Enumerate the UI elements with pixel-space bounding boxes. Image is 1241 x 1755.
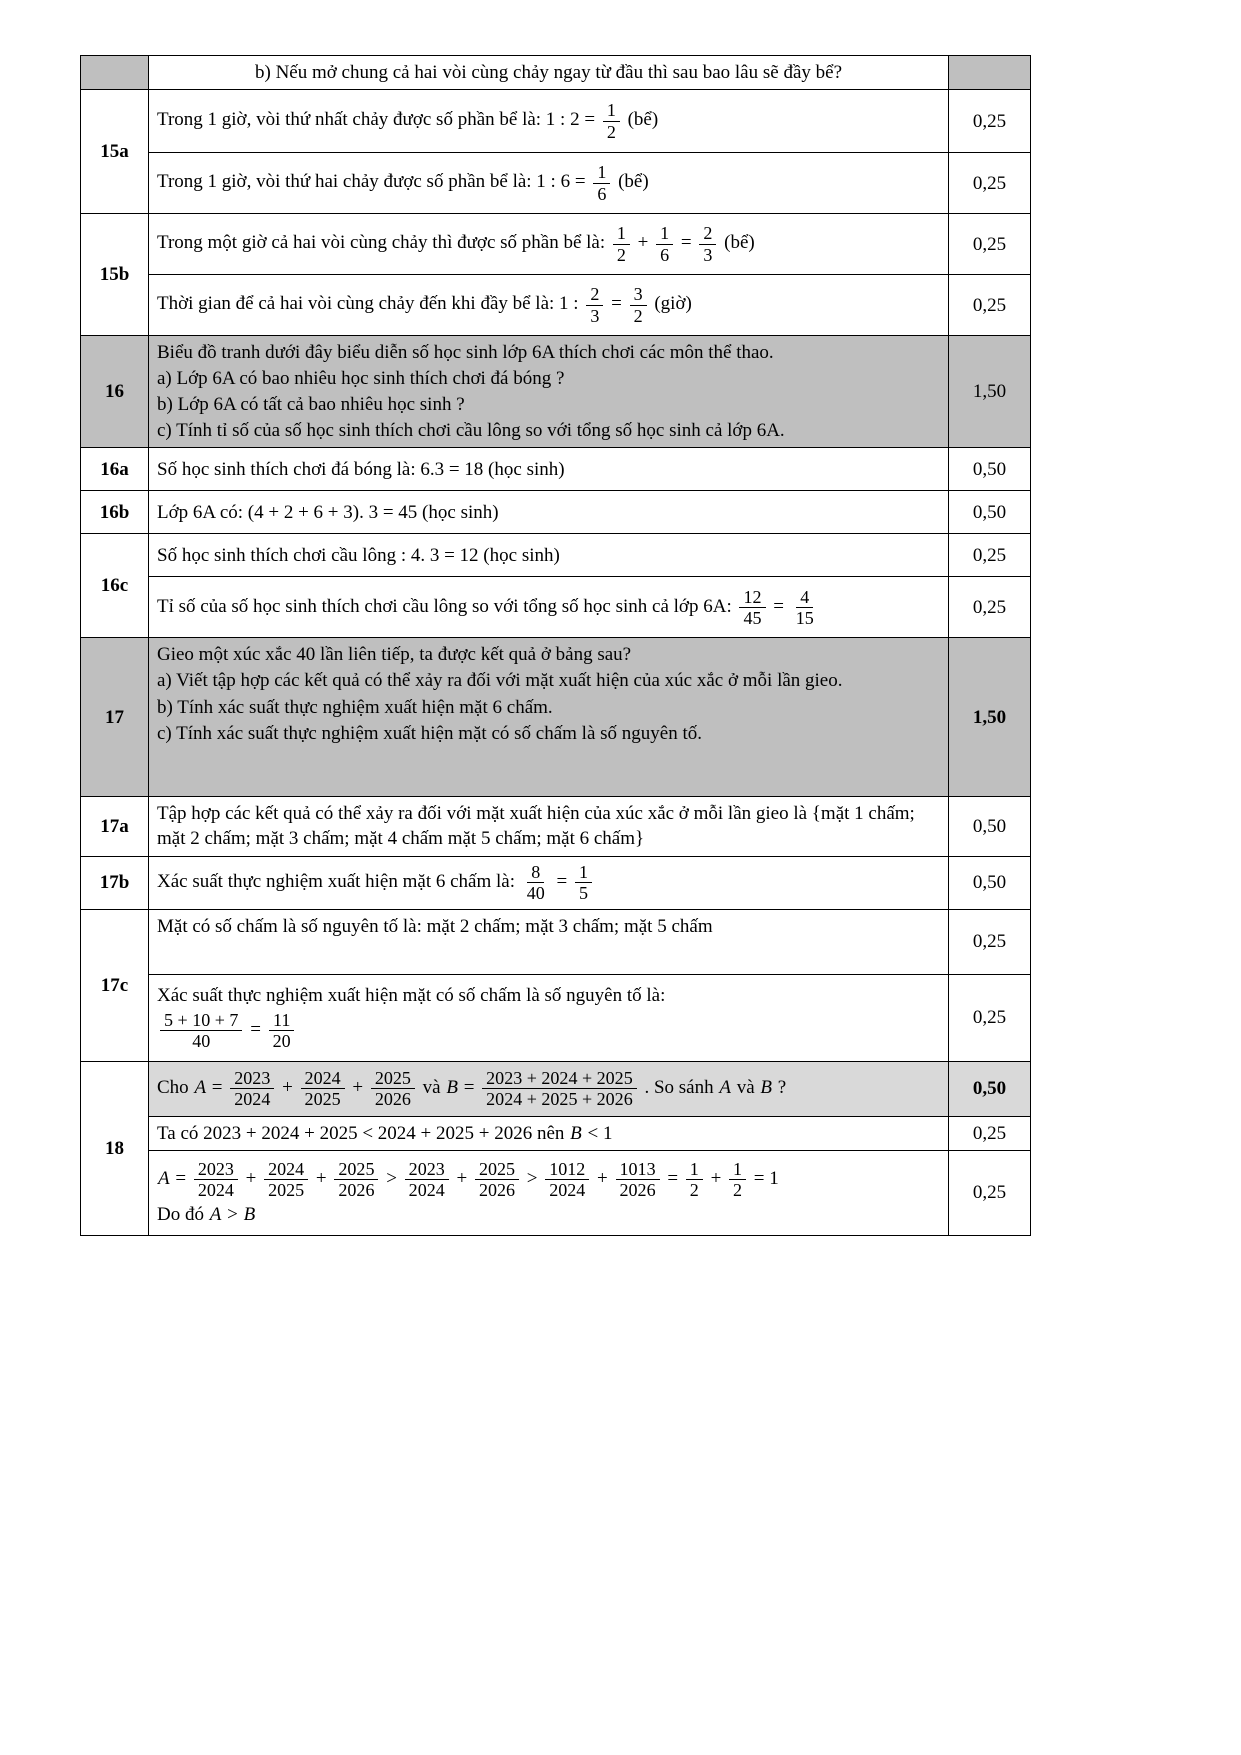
answer-cell <box>149 577 949 638</box>
fraction: $\frac{1}{6}$ <box>656 223 673 264</box>
table-row <box>81 909 1031 974</box>
fraction: $\frac{2023}{2024}$ <box>405 1159 449 1200</box>
table-row <box>81 534 1031 577</box>
table-row <box>81 214 1031 275</box>
answer-line: Tập hợp các kết quả có thể xảy ra đối với mặt xuất hiện của xúc xắc ở mỗi lần gieo là {mặt 1 chấm; mặt 2 chấm; mặt 3 chấm; mặt 4 chấm mặt 5 chấm; mặt 6 chấm} <box>157 803 915 850</box>
points-cell: 0,25 <box>949 1150 1031 1235</box>
answer-line: Mặt có số chấm là số nguyên tố là: mặt 2 chấm; mặt 3 chấm; mặt 5 chấm <box>157 915 713 937</box>
answer-line: c) Tính xác suất thực nghiệm xuất hiện mặt có số chấm là số nguyên tố. <box>157 722 702 744</box>
points-cell: 0,50 <box>949 1061 1031 1116</box>
answer-line: a) Lớp 6A có bao nhiêu học sinh thích chơi đá bóng ? <box>157 368 565 390</box>
answer-cell <box>149 1116 949 1150</box>
points-cell: 0,25 <box>949 1116 1031 1150</box>
table-row <box>81 974 1031 1061</box>
fraction: $\frac{3}{2}$ <box>630 284 647 325</box>
answer-line: b) Nếu mở chung cả hai vòi cùng chảy ngay từ đầu thì sau bao lâu sẽ đầy bể? <box>255 62 842 83</box>
fraction: $\frac{2024}{2025}$ <box>264 1159 308 1200</box>
fraction: $\frac{1}{2}$ <box>729 1159 746 1200</box>
answer-cell <box>149 1061 949 1116</box>
fraction: $\frac{1}{6}$ <box>593 162 610 203</box>
fraction: $\frac{2025}{2026}$ <box>475 1159 519 1200</box>
answer-line: Ta có 2023 + 2024 + 2025 < 2024 + 2025 + 2026 nên B < 1 <box>157 1122 613 1144</box>
points-cell: 0,25 <box>949 974 1031 1061</box>
fraction: $\frac{1}{2}$ <box>613 223 630 264</box>
answer-key-table <box>80 55 1031 1236</box>
question-id-cell <box>81 56 149 90</box>
table-row <box>81 336 1031 448</box>
table-row <box>81 1061 1031 1116</box>
points-cell: 1,50 <box>949 638 1031 797</box>
answer-line: Tỉ số của số học sinh thích chơi cầu lông so với tổng số học sinh cả lớp 6A: $\frac{12}{45}$ = $\frac{4}{15}$ <box>157 586 940 629</box>
answer-line: Thời gian để cả hai vòi cùng chảy đến khi đầy bể là: 1 : $\frac{2}{3}$ = $\frac{3}{2}$ (giờ) <box>157 284 692 326</box>
points-cell: 0,25 <box>949 909 1031 974</box>
fraction: $\frac{1}{5}$ <box>575 862 592 903</box>
answer-line: $\frac{5 + 10 + 7}{40}$ = $\frac{11}{20}$ <box>157 1009 940 1052</box>
answer-line: Số học sinh thích chơi đá bóng là: 6.3 = 18 (học sinh) <box>157 458 565 480</box>
table-row <box>81 577 1031 638</box>
points-cell: 0,25 <box>949 90 1031 153</box>
fraction: $\frac{2025}{2026}$ <box>334 1159 378 1200</box>
question-id-cell: 18 <box>81 1061 149 1235</box>
answer-line: c) Tính tỉ số của số học sinh thích chơi cầu lông so với tổng số học sinh cả lớp 6A. <box>157 420 785 442</box>
table-row <box>81 153 1031 214</box>
answer-cell <box>149 797 949 856</box>
answer-cell <box>149 153 949 214</box>
math-variable: B <box>446 1076 458 1098</box>
fraction: $\frac{2023 + 2024 + 2025}{2024 + 2025 + 2026}$ <box>482 1068 637 1109</box>
question-id-cell: 16 <box>81 336 149 448</box>
answer-line: Trong 1 giờ, vòi thứ nhất chảy được số phần bể là: 1 : 2 = $\frac{1}{2}$ (bể) <box>157 100 659 142</box>
fraction: $\frac{2025}{2026}$ <box>371 1068 415 1109</box>
fraction: $\frac{2}{3}$ <box>586 284 603 325</box>
points-cell: 1,50 <box>949 336 1031 448</box>
math-variable: A <box>194 1076 207 1098</box>
question-id-cell: 17a <box>81 797 149 856</box>
math-variable: B <box>760 1076 773 1098</box>
answer-line: Xác suất thực nghiệm xuất hiện mặt có số chấm là số nguyên tố là: <box>157 984 666 1006</box>
answer-line: Trong một giờ cả hai vòi cùng chảy thì được số phần bể là: $\frac{1}{2}$ + $\frac{1}{6}$ = $\frac{2}{3}$ (bể) <box>157 223 755 265</box>
table-row <box>81 856 1031 909</box>
answer-cell <box>149 974 949 1061</box>
fraction: $\frac{11}{20}$ <box>269 1010 295 1051</box>
answer-line: b) Tính xác suất thực nghiệm xuất hiện mặt 6 chấm. <box>157 696 553 718</box>
fraction: $\frac{4}{15}$ <box>795 586 814 628</box>
answer-line: Cho A = $\frac{2023}{2024}$ + $\frac{2024}{2025}$ + $\frac{2025}{2026}$ và B = $\frac{2023 + 2024 + 2025}{2024 + 2025 + 2026}$ . So sánh A và B ? <box>157 1067 787 1110</box>
table-row <box>81 1150 1031 1235</box>
table-row <box>81 275 1031 336</box>
fraction: $\frac{2023}{2024}$ <box>230 1068 274 1109</box>
fraction: $\frac{8}{40}$ <box>526 861 545 904</box>
points-cell: 0,50 <box>949 448 1031 491</box>
points-cell: 0,25 <box>949 153 1031 214</box>
points-cell: 0,25 <box>949 577 1031 638</box>
question-id-cell: 15b <box>81 214 149 336</box>
points-cell: 0,25 <box>949 275 1031 336</box>
answer-line: Xác suất thực nghiệm xuất hiện mặt 6 chấm là: $\frac{8}{40}$ = $\frac{1}{5}$ <box>157 861 940 904</box>
answer-line: b) Lớp 6A có tất cả bao nhiêu học sinh ? <box>157 394 465 416</box>
answer-cell <box>149 275 949 336</box>
points-cell: 0,50 <box>949 797 1031 856</box>
answer-line: Gieo một xúc xắc 40 lần liên tiếp, ta được kết quả ở bảng sau? <box>157 644 632 666</box>
answer-cell <box>149 491 949 534</box>
answer-line: Biểu đồ tranh dưới đây biểu diễn số học sinh lớp 6A thích chơi các môn thể thao. <box>157 342 774 364</box>
table-row <box>81 448 1031 491</box>
question-id-cell: 15a <box>81 90 149 214</box>
answer-cell <box>149 448 949 491</box>
table-row <box>81 797 1031 856</box>
points-cell <box>949 56 1031 90</box>
answer-cell <box>149 336 949 448</box>
answer-cell <box>149 214 949 275</box>
fraction: $\frac{12}{45}$ <box>739 587 765 628</box>
table-row <box>81 1116 1031 1150</box>
answer-cell <box>149 56 949 90</box>
answer-line: Số học sinh thích chơi cầu lông : 4. 3 = 12 (học sinh) <box>157 544 560 566</box>
answer-line: A = $\frac{2023}{2024}$ + $\frac{2024}{2025}$ + $\frac{2025}{2026}$ > $\frac{2023}{2024}$ + $\frac{2025}{2026}$ > $\frac{1012}{2024}$ + $\frac{1013}{2026}$ = $\frac{1}{2}$ + $\frac{1}{2}$ = 1 <box>158 1158 779 1201</box>
answer-cell <box>149 909 949 974</box>
points-cell: 0,50 <box>949 491 1031 534</box>
answer-line: Do đó A > B <box>157 1204 256 1226</box>
question-id-cell: 17b <box>81 856 149 909</box>
fraction: $\frac{2}{3}$ <box>699 223 716 264</box>
answer-cell <box>149 90 949 153</box>
answer-cell <box>149 638 949 797</box>
question-id-cell: 17c <box>81 909 149 1061</box>
table-row <box>81 638 1031 797</box>
table-row <box>81 56 1031 90</box>
answer-line: a) Viết tập hợp các kết quả có thể xảy ra đối với mặt xuất hiện của xúc xắc ở mỗi lần gieo. <box>157 670 843 692</box>
question-id-cell: 16a <box>81 448 149 491</box>
table-row <box>81 90 1031 153</box>
fraction: $\frac{2023}{2024}$ <box>194 1159 238 1200</box>
fraction: $\frac{5 + 10 + 7}{40}$ <box>160 1010 242 1051</box>
answer-line: Lớp 6A có: (4 + 2 + 6 + 3). 3 = 45 (học sinh) <box>157 501 499 523</box>
answer-cell <box>149 534 949 577</box>
fraction: $\frac{1}{2}$ <box>686 1159 703 1200</box>
question-id-cell: 17 <box>81 638 149 797</box>
table-row <box>81 491 1031 534</box>
points-cell: 0,50 <box>949 856 1031 909</box>
math-variable: B <box>570 1122 582 1144</box>
math-variable: A <box>158 1167 170 1189</box>
fraction: $\frac{2024}{2025}$ <box>301 1068 345 1109</box>
fraction: $\frac{1}{2}$ <box>603 100 620 141</box>
points-cell: 0,25 <box>949 534 1031 577</box>
math-variable: B <box>243 1204 256 1226</box>
math-variable: A <box>719 1076 731 1098</box>
answer-line: Trong 1 giờ, vòi thứ hai chảy được số phần bể là: 1 : 6 = $\frac{1}{6}$ (bể) <box>157 162 649 204</box>
question-id-cell: 16c <box>81 534 149 638</box>
fraction: $\frac{1013}{2026}$ <box>616 1159 660 1200</box>
math-variable: A <box>209 1204 222 1226</box>
points-cell: 0,25 <box>949 214 1031 275</box>
answer-cell <box>149 1150 949 1235</box>
question-id-cell: 16b <box>81 491 149 534</box>
answer-cell <box>149 856 949 909</box>
fraction: $\frac{1012}{2024}$ <box>545 1159 589 1200</box>
answer-key-table-body <box>81 56 1031 1236</box>
